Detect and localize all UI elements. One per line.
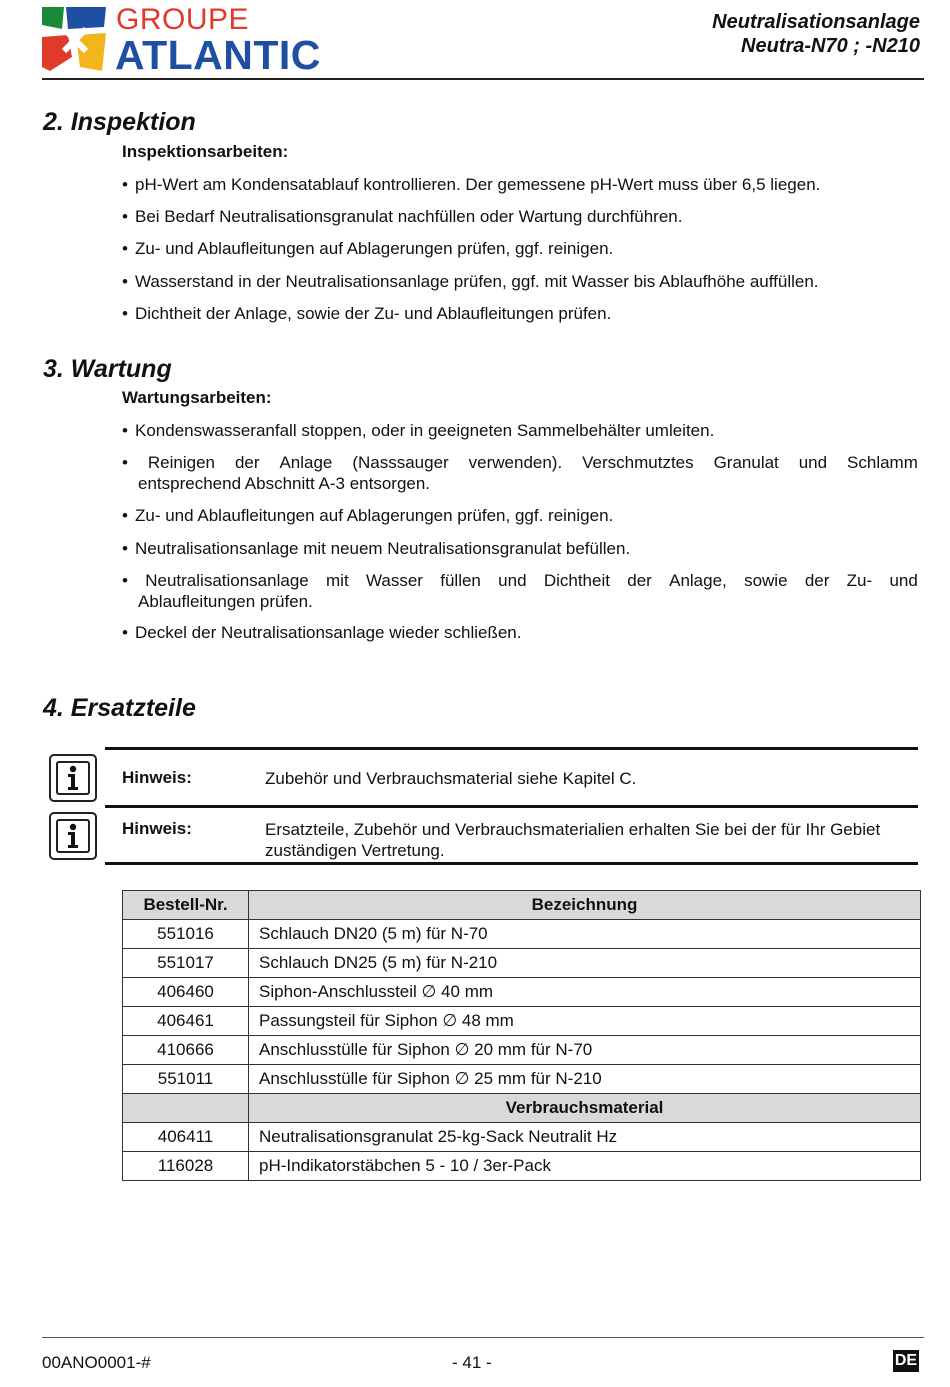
- column-header-description: Bezeichnung: [249, 891, 921, 920]
- language-badge: DE: [893, 1350, 919, 1372]
- subheading-inspection-tasks: Inspektionsarbeiten:: [122, 142, 289, 161]
- spare-parts-table: [122, 890, 921, 1181]
- section-heading-spare-parts: 4. Ersatzteile: [43, 694, 196, 722]
- table-row: 551017 Schlauch DN25 (5 m) für N-210: [123, 949, 921, 978]
- group-label-consumables: Verbrauchsmaterial: [249, 1094, 921, 1123]
- table-row: 551011 Anschlusstülle für Siphon ∅ 25 mm für N-210: [123, 1065, 921, 1094]
- table-row: 406411 Neutralisationsgranulat 25-kg-Sack Neutralit Hz: [123, 1123, 921, 1152]
- list-item: • Zu- und Ablaufleitungen auf Ablagerungen prüfen, ggf. reinigen.: [122, 506, 614, 525]
- list-item: • Bei Bedarf Neutralisationsgranulat nachfüllen oder Wartung durchführen.: [122, 207, 683, 226]
- table-row: 116028 pH-Indikatorstäbchen 5 - 10 / 3er-Pack: [123, 1152, 921, 1181]
- note-text: Ersatzteile, Zubehör und Verbrauchsmaterialien erhalten Sie bei der für Ihr Gebiet zuständigen Vertretung.: [265, 820, 881, 860]
- list-item: • Kondenswasseranfall stoppen, oder in geeigneten Sammelbehälter umleiten.: [122, 421, 715, 440]
- info-icon: [49, 812, 97, 860]
- header-divider: [42, 78, 924, 80]
- document-title: [712, 10, 920, 58]
- note-label: Hinweis:: [122, 819, 192, 838]
- list-item: • Dichtheit der Anlage, sowie der Zu- und Ablaufleitungen prüfen.: [122, 304, 612, 323]
- table-row: 406460 Siphon-Anschlussteil ∅ 40 mm: [123, 978, 921, 1007]
- document-title-line1: Neutralisationsanlage: [712, 11, 920, 33]
- list-item-continuation: Ablaufleitungen prüfen.: [138, 592, 313, 611]
- list-item: • Zu- und Ablaufleitungen auf Ablagerungen prüfen, ggf. reinigen.: [122, 239, 614, 258]
- table-row: 410666 Anschlusstülle für Siphon ∅ 20 mm für N-70: [123, 1036, 921, 1065]
- list-item: • Neutralisationsanlage mit neuem Neutralisationsgranulat befüllen.: [122, 539, 631, 558]
- subheading-maintenance-tasks: Wartungsarbeiten:: [122, 388, 272, 407]
- logo-text-groupe: GROUPE: [116, 3, 250, 36]
- note-divider: [105, 862, 918, 865]
- justified-line: • Neutralisationsanlage mit Wasser füllen und Dichtheit der Anlage, sowie der Zu- und: [122, 571, 918, 590]
- logo-emblem-icon: [42, 7, 108, 73]
- note-text: Zubehör und Verbrauchsmaterial siehe Kapitel C.: [265, 769, 637, 788]
- column-header-order-no: Bestell-Nr.: [123, 891, 249, 920]
- justified-line: • Reinigen der Anlage (Nasssauger verwenden). Verschmutztes Granulat und Schlamm: [122, 453, 918, 472]
- table-row: 406461 Passungsteil für Siphon ∅ 48 mm: [123, 1007, 921, 1036]
- company-logo: [42, 3, 327, 78]
- info-icon: [49, 754, 97, 802]
- list-item: • pH-Wert am Kondensatablauf kontrollieren. Der gemessene pH-Wert muss über 6,5 liegen.: [122, 175, 821, 194]
- note-label: Hinweis:: [122, 768, 192, 787]
- table-header-row: [123, 891, 921, 920]
- footer-divider: [42, 1337, 924, 1338]
- table-row: 551016 Schlauch DN20 (5 m) für N-70: [123, 920, 921, 949]
- section-heading-inspection: 2. Inspektion: [43, 108, 196, 136]
- document-title-line2: Neutra-N70 ; -N210: [741, 35, 920, 57]
- page-number: - 41 -: [452, 1353, 492, 1372]
- logo-text-atlantic: ATLANTIC: [115, 32, 321, 78]
- note-divider: [105, 747, 918, 750]
- note-divider: [105, 805, 918, 808]
- list-item: • Wasserstand in der Neutralisationsanlage prüfen, ggf. mit Wasser bis Ablaufhöhe auffüllen.: [122, 272, 819, 291]
- list-item: • Deckel der Neutralisationsanlage wieder schließen.: [122, 623, 522, 642]
- list-item-continuation: entsprechend Abschnitt A-3 entsorgen.: [138, 474, 431, 493]
- list-item: [122, 452, 918, 494]
- table-group-row: [123, 1094, 921, 1123]
- list-item: [122, 570, 918, 612]
- section-heading-maintenance: 3. Wartung: [43, 355, 172, 383]
- document-code: 00ANO0001-#: [42, 1353, 151, 1372]
